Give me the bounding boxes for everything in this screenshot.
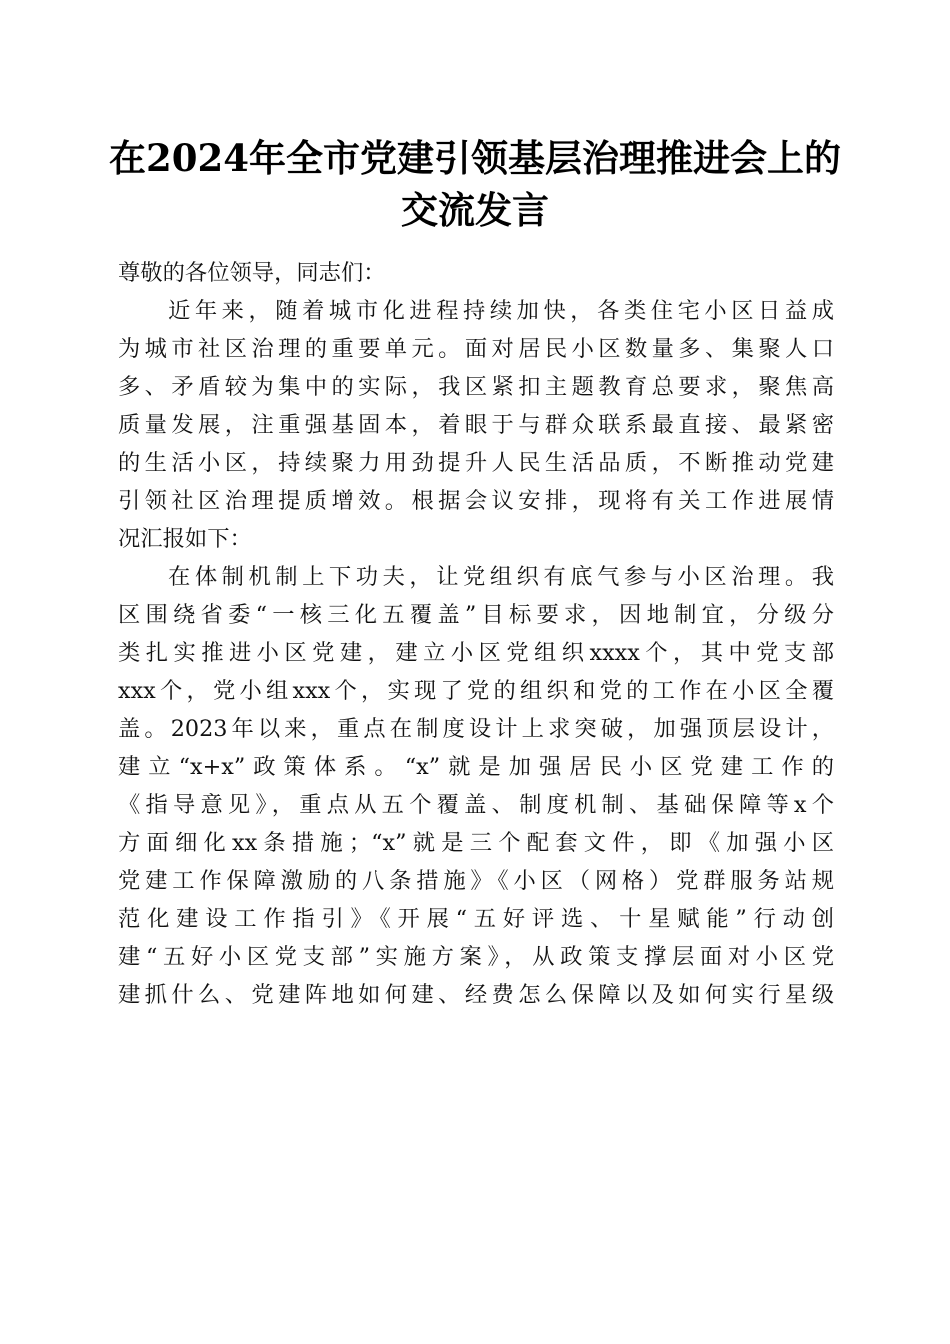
paragraph-line: 范化建设工作指引》《开展“五好评选、十星赋能”行动创 bbox=[118, 906, 834, 932]
paragraph-line: 区围绕省委“一核三化五覆盖”目标要求，因地制宜，分级分 bbox=[118, 602, 834, 628]
title-line-2: 交流发言 bbox=[401, 188, 549, 232]
paragraph-line: 多、矛盾较为集中的实际，我区紧扣主题教育总要求，聚焦高 bbox=[118, 374, 834, 400]
title-line-1: 在2024年全市党建引领基层治理推进会上的 bbox=[109, 136, 841, 180]
paragraph-line: 建“五好小区党支部”实施方案》，从政策支撑层面对小区党 bbox=[118, 944, 834, 970]
paragraph-line: 建立“x+x”政策体系。“x”就是加强居民小区党建工作的 bbox=[118, 754, 834, 780]
paragraph-line: 建抓什么、党建阵地如何建、经费怎么保障以及如何实行星级 bbox=[118, 982, 834, 1008]
paragraph-line: 的生活小区，持续聚力用劲提升人民生活品质，不断推动党建 bbox=[118, 450, 834, 476]
document-body bbox=[118, 254, 834, 1014]
paragraph-line: 在体制机制上下功夫，让党组织有底气参与小区治理。我 bbox=[168, 564, 834, 590]
salutation: 尊敬的各位领导，同志们： bbox=[118, 260, 386, 286]
paragraph-line: 质量发展，注重强基固本，着眼于与群众联系最直接、最紧密 bbox=[118, 412, 834, 438]
paragraph-line: 近年来，随着城市化进程持续加快，各类住宅小区日益成 bbox=[168, 298, 834, 324]
paragraph-line: 盖。2023年以来，重点在制度设计上求突破，加强顶层设计， bbox=[118, 716, 834, 742]
paragraph-line: 方面细化xx条措施；“x”就是三个配套文件，即《加强小区 bbox=[118, 830, 834, 856]
paragraph-line: 类扎实推进小区党建，建立小区党组织xxxx个，其中党支部 bbox=[118, 640, 834, 666]
paragraph-line: 引领社区治理提质增效。根据会议安排，现将有关工作进展情 bbox=[118, 488, 834, 514]
paragraph-line: xxx个，党小组xxx个，实现了党的组织和党的工作在小区全覆 bbox=[118, 678, 834, 704]
document-title bbox=[100, 132, 850, 236]
paragraph-line: 党建工作保障激励的八条措施》《小区（网格）党群服务站规 bbox=[118, 868, 834, 894]
paragraph-line: 况汇报如下： bbox=[118, 526, 252, 552]
paragraph-line: 为城市社区治理的重要单元。面对居民小区数量多、集聚人口 bbox=[118, 336, 834, 362]
paragraph-line: 《指导意见》，重点从五个覆盖、制度机制、基础保障等x个 bbox=[118, 792, 834, 818]
